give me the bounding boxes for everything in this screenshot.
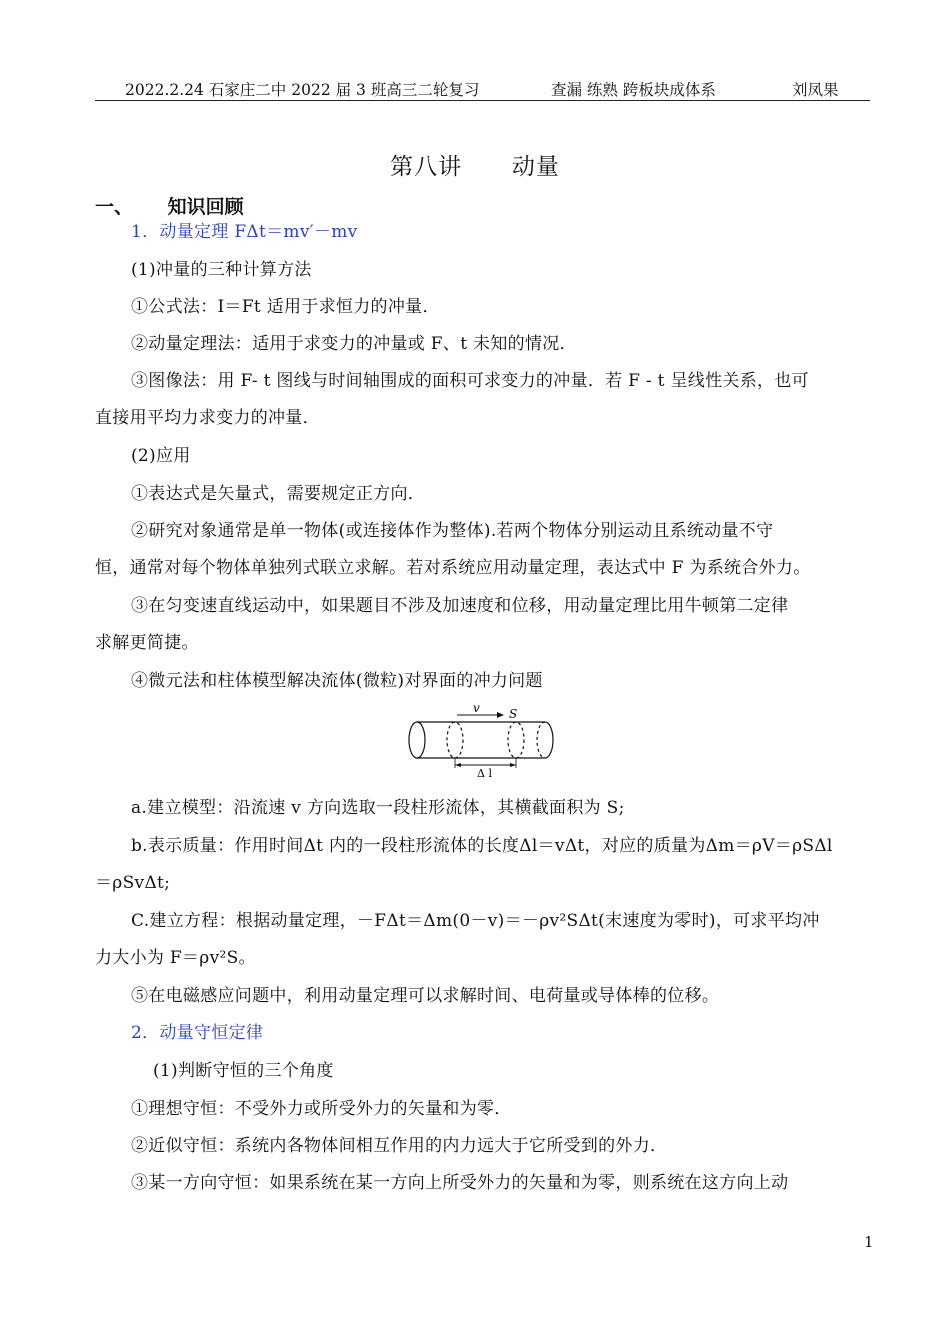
area-label: S <box>509 707 518 721</box>
paragraph-line: b.表示质量：作用时间Δt 内的一段柱形流体的长度Δl＝vΔt，对应的质量为Δm＝ρV＝ρSΔl <box>131 836 833 856</box>
paragraph-line: ①公式法：I＝Ft 适用于求恒力的冲量． <box>131 297 440 317</box>
length-label: Δ l <box>477 767 492 778</box>
lecture-title: 第八讲 动量 <box>390 154 560 180</box>
fluid-column-diagram <box>405 700 565 778</box>
paragraph-line: ②研究对象通常是单一物体(或连接体作为整体).若两个物体分别运动且系统动量不守 <box>131 521 774 541</box>
velocity-arrow-icon <box>497 712 504 718</box>
page-number: 1 <box>864 1233 874 1251</box>
section-number: 一、 <box>95 196 134 218</box>
paragraph-line: ④微元法和柱体模型解决流体(微粒)对界面的冲力问题 <box>131 671 543 691</box>
paragraph-line: ＝ρSvΔt; <box>95 873 171 893</box>
page-header <box>95 78 870 101</box>
subheading-momentum-theorem: 1．动量定理 FΔt＝mv′－mv <box>131 222 358 242</box>
section-heading <box>95 192 244 219</box>
paragraph-line: ③图像法：用 F- t 图线与时间轴围成的面积可求变力的冲量．若 F - t 呈线性关系，也可 <box>131 371 809 391</box>
paragraph-line: ③在匀变速直线运动中，如果题目不涉及加速度和位移，用动量定理比用牛顿第二定律 <box>131 596 789 616</box>
paragraph-line: 力大小为 F＝ρv²S。 <box>95 948 256 968</box>
paragraph-line: 直接用平均力求变力的冲量． <box>95 408 320 428</box>
section-label: 知识回顾 <box>167 196 244 218</box>
paragraph-line: C.建立方程：根据动量定理，－FΔt＝Δm(0－v)＝－ρv²SΔt(末速度为零时)，可求平均冲 <box>131 911 820 931</box>
paragraph-line: ②近似守恒：系统内各物体间相互作用的内力远大于它所受到的外力． <box>131 1136 668 1156</box>
header-author: 刘凤果 <box>792 81 839 99</box>
header-left-text: 2022.2.24 石家庄二中 2022 届 3 班高三二轮复习 <box>125 81 480 99</box>
cross-section-s-ellipse <box>508 722 524 758</box>
paragraph-line: (1)冲量的三种计算方法 <box>131 260 312 280</box>
paragraph-line: 恒，通常对每个物体单独列式联立求解。若对系统应用动量定理，表达式中 F 为系统合外力。 <box>95 558 811 578</box>
paragraph-line: (1)判断守恒的三个角度 <box>153 1061 334 1081</box>
velocity-label: v <box>473 701 480 715</box>
paragraph-line: (2)应用 <box>131 446 191 466</box>
cylinder-left-end <box>409 722 425 758</box>
paragraph-line: ①表达式是矢量式，需要规定正方向． <box>131 484 426 504</box>
paragraph-line: ①理想守恒：不受外力或所受外力的矢量和为零． <box>131 1099 512 1119</box>
paragraph-line: ③某一方向守恒：如果系统在某一方向上所受外力的矢量和为零，则系统在这方向上动 <box>131 1173 789 1193</box>
paragraph-line: ⑤在电磁感应问题中，利用动量定理可以求解时间、电荷量或导体棒的位移。 <box>131 986 720 1006</box>
section-start-ellipse <box>447 722 463 758</box>
paragraph-line: ②动量定理法：适用于求变力的冲量或 F、t 未知的情况． <box>131 334 577 354</box>
paragraph-line: 求解更简捷。 <box>95 633 199 653</box>
paragraph-line: a.建立模型：沿流速 v 方向选取一段柱形流体，其横截面积为 S; <box>131 798 625 818</box>
header-middle-text: 查漏 练熟 跨板块成体系 <box>551 81 716 99</box>
subheading-momentum-conservation: 2．动量守恒定律 <box>131 1023 264 1043</box>
